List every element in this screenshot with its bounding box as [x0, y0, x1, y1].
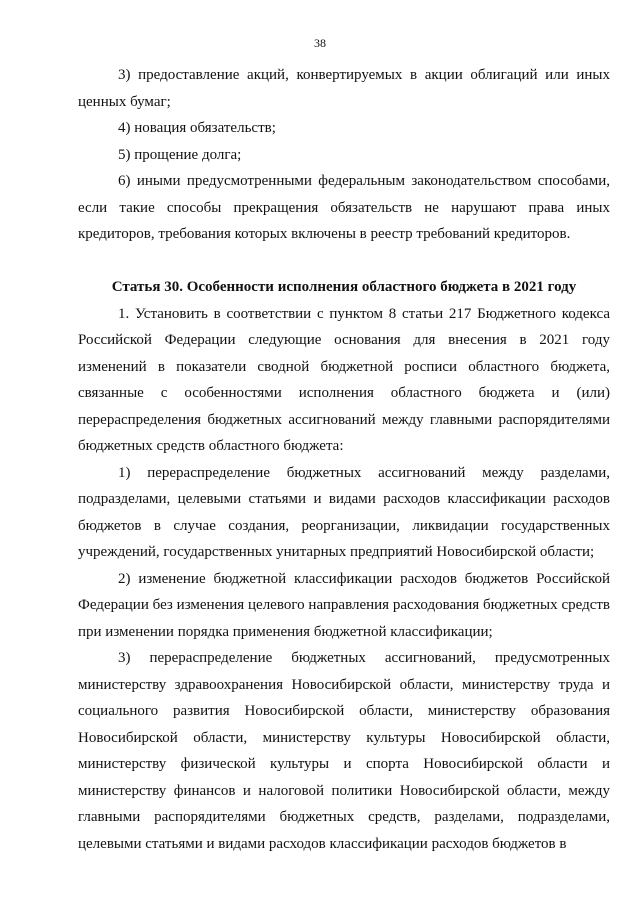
list-item: 5) прощение долга;	[118, 146, 242, 163]
article-paragraph: 2) изменение бюджетной классификации расходов бюджетов Российской Федерации без изменения целевого направления расходования бюджетных средств при изменении порядка применения бюджетной классификации;	[78, 570, 610, 640]
article-paragraph: 1. Установить в соответствии с пунктом 8 статьи 217 Бюджетного кодекса Российской Федерации следующие основания для внесения в 2021 году изменений в показатели сводной бюджетной росписи областного бюджета, связанные с особенностями исполнения областного бюджета и (или) перераспределения бюджетных ассигнований между главными распорядителями бюджетных средств областного бюджета:	[78, 305, 610, 454]
list-item: 6) иными предусмотренными федеральным законодательством способами, если такие способы прекращения обязательств не нарушают права иных кредиторов, требования которых включены в реестр требований кредиторов.	[78, 173, 610, 242]
list-item: 3) предоставление акций, конвертируемых в акции облигаций или иных ценных бумаг;	[78, 67, 610, 110]
page-content	[78, 62, 610, 857]
list-item: 4) новация обязательств;	[118, 120, 276, 136]
section-gap	[78, 248, 610, 275]
article-title: Статья 30. Особенности исполнения областного бюджета в 2021 году	[111, 279, 577, 295]
article-paragraph: 1) перераспределение бюджетных ассигнований между разделами, подразделами, целевыми статьями и видами расходов классификации расходов бюджетов в случае создания, реорганизации, ликвидации государственных учреждений, государственных унитарных предприятий Новосибирской области;	[78, 464, 610, 560]
article-paragraph: 3) перераспределение бюджетных ассигнований, предусмотренных министерству здравоохранения Новосибирской области, министерству труда и социального развития Новосибирской области, министерству образования Новосибирской области, министерству культуры Новосибирской области, министерству физической культуры и спорта Новосибирской области и министерству финансов и налоговой политики Новосибирской области, между главными распорядителями бюджетных средств, разделами, подразделами, целевыми статьями и видами расходов классификации расходов бюджетов в	[78, 650, 610, 852]
page-number: 38	[314, 36, 326, 50]
